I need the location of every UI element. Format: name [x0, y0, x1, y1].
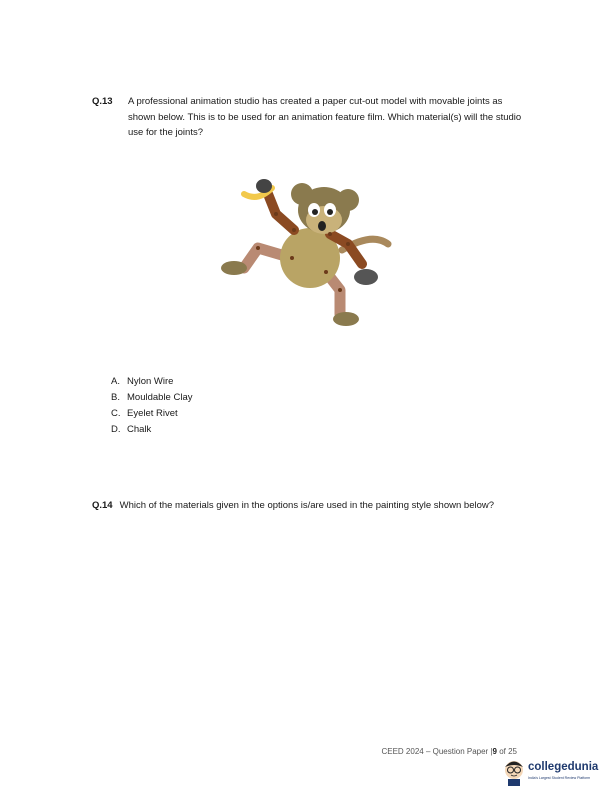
- question-number: Q.13: [92, 96, 113, 107]
- page-current: 9: [492, 747, 497, 756]
- brand-logo[interactable]: [502, 758, 610, 788]
- option-text: Nylon Wire: [127, 376, 174, 387]
- option-text: Eyelet Rivet: [127, 408, 178, 419]
- option-b[interactable]: [111, 390, 192, 406]
- brand-name: collegedunia: [528, 761, 599, 773]
- question-text: A professional animation studio has created a paper cut-out model with movable joints as shown below. This is to be used for an animation feature film. Which material(s) will the studio use for the joints?: [128, 96, 522, 138]
- page-total: of 25: [499, 747, 517, 756]
- option-text: Chalk: [127, 424, 152, 435]
- option-letter: C.: [111, 408, 121, 419]
- option-d[interactable]: [111, 422, 192, 438]
- monkey-illustration: [214, 172, 394, 332]
- option-letter: B.: [111, 392, 120, 403]
- brand-tagline: India's Largest Student Review Platform: [528, 776, 591, 780]
- mascot-icon: [502, 758, 526, 786]
- option-c[interactable]: [111, 406, 192, 422]
- question-14: [92, 498, 532, 514]
- option-text: Mouldable Clay: [127, 392, 193, 403]
- question-13-options: [111, 374, 192, 438]
- footer-label: CEED 2024 – Question Paper |: [381, 747, 493, 756]
- option-letter: D.: [111, 424, 121, 435]
- monkey-cutout-figure: [214, 172, 394, 332]
- page-footer: [381, 747, 517, 756]
- question-text: Which of the materials given in the options is/are used in the painting style shown below?: [119, 500, 495, 511]
- option-a[interactable]: [111, 374, 192, 390]
- option-letter: A.: [111, 376, 120, 387]
- question-number: Q.14: [92, 500, 113, 511]
- question-13: [92, 94, 532, 138]
